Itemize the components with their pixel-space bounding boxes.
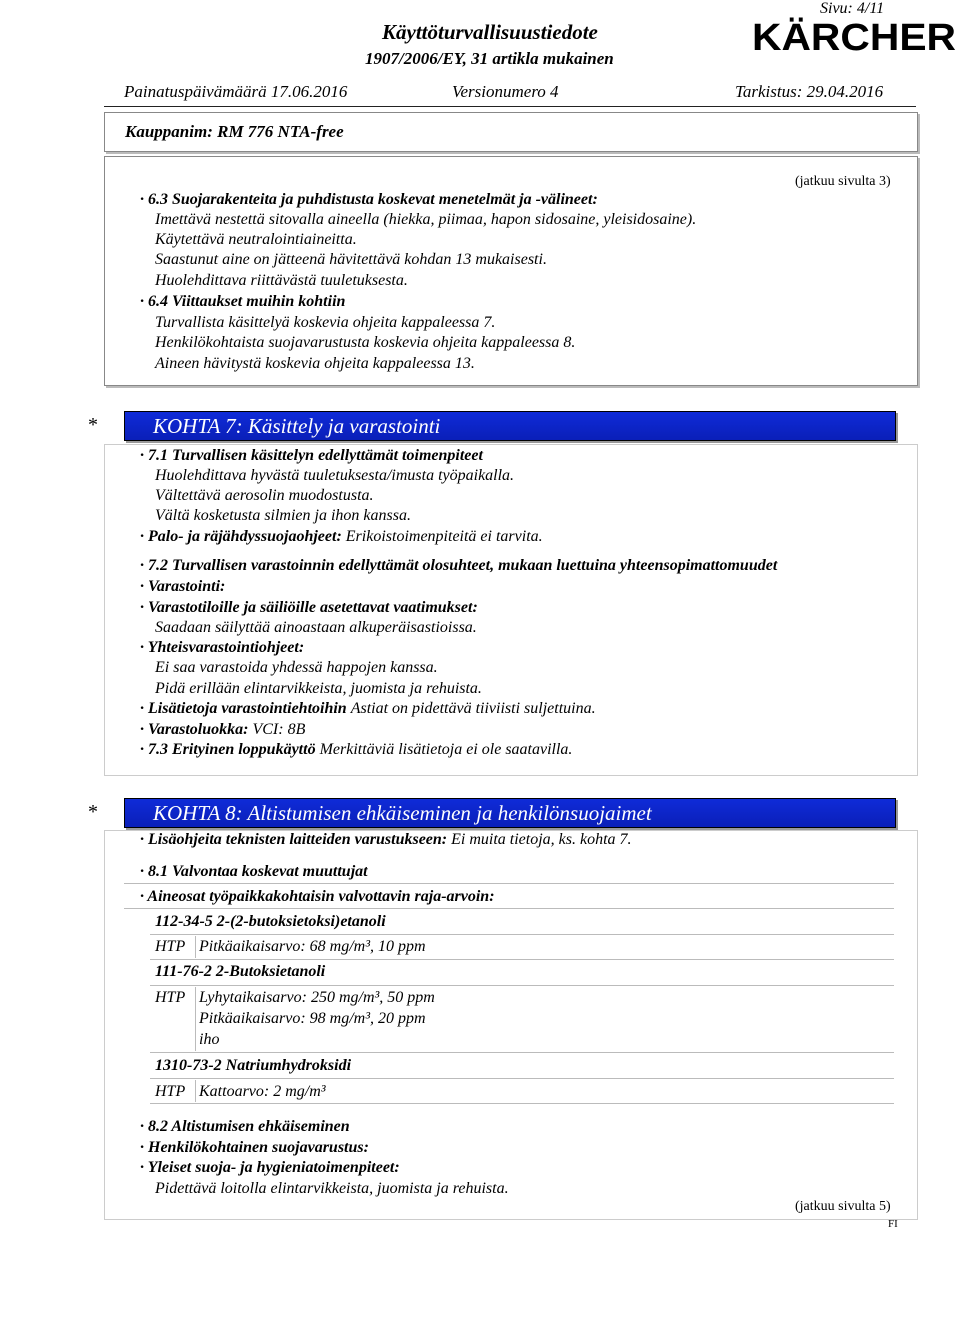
requirements-label: · Varastotiloille ja säiliöille asetettavat vaatimukset:: [140, 599, 478, 616]
divider: [150, 985, 894, 986]
text-6-3-1: Imettävä nestettä sitovalla aineella (hiekka, piimaa, hapon sidosaine, yleisidosaine).: [155, 211, 697, 228]
substance-value: Pitkäaikaisarvo: 98 mg/m³, 20 ppm: [199, 1010, 426, 1027]
divider: [150, 1052, 894, 1053]
equipment-note: [140, 830, 632, 850]
joint-storage-label: · Yhteisvarastointiohjeet:: [140, 639, 305, 656]
text-6-3-2: Käytettävä neutralointiaineitta.: [155, 231, 357, 248]
continued-to: (jatkuu sivulta 5): [795, 1199, 891, 1214]
more-info-text: Astiat on pidettävä tiiviisti suljettuina.: [350, 700, 596, 717]
specific-end-use-label: · 7.3 Erityinen loppukäyttö: [140, 741, 316, 758]
version-number: Versionumero 4: [452, 82, 559, 101]
continued-from: (jatkuu sivulta 3): [795, 174, 891, 189]
substance-code: HTP: [155, 938, 186, 955]
heading-6-4: · 6.4 Viittaukset muihin kohtiin: [140, 293, 346, 310]
requirements-text: Saadaan säilyttää ainoastaan alkuperäisastioissa.: [155, 619, 477, 636]
hygiene-label: · Yleiset suoja- ja hygieniatoimenpiteet:: [140, 1159, 400, 1176]
text-7-1-3: Vältä kosketusta silmien ja ihon kanssa.: [155, 507, 411, 524]
text-7-1-2: Vältettävä aerosolin muodostusta.: [155, 487, 374, 504]
storage-label: · Varastointi:: [140, 578, 226, 595]
column-divider: [195, 1080, 196, 1102]
document-title: Käyttöturvallisuustiedote: [382, 20, 598, 44]
substance-value: iho: [199, 1031, 220, 1048]
language-code: FI: [888, 1218, 898, 1230]
heading-7-1: · 7.1 Turvallisen käsittelyn edellyttämät toimenpiteet: [140, 447, 483, 464]
heading-6-3: · 6.3 Suojarakenteita ja puhdistusta koskevat menetelmät ja -välineet:: [140, 191, 598, 208]
text-6-4-3: Aineen hävitystä koskevia ohjeita kappaleessa 13.: [155, 355, 475, 372]
section7-title: KOHTA 7: Käsittely ja varastointi: [153, 414, 441, 438]
text-6-4-1: Turvallista käsittelyä koskevia ohjeita kappaleessa 7.: [155, 314, 496, 331]
equipment-label: · Lisäohjeita teknisten laitteiden varustukseen:: [140, 831, 448, 848]
divider: [124, 908, 894, 909]
heading-8-1: · 8.1 Valvontaa koskevat muuttujat: [140, 863, 368, 880]
karcher-logo-text: KÄRCHER: [752, 17, 942, 56]
heading-8-2: · 8.2 Altistumisen ehkäiseminen: [140, 1118, 350, 1135]
equipment-text: Ei muita tietoja, ks. kohta 7.: [451, 831, 632, 848]
column-divider: [195, 936, 196, 958]
trade-name: Kauppanim: RM 776 NTA-free: [125, 122, 344, 141]
print-date: Painatuspäivämäärä 17.06.2016: [124, 82, 348, 101]
divider: [150, 934, 894, 935]
storage-class-text: VCI: 8B: [252, 721, 306, 738]
divider: [150, 959, 894, 960]
section8-header-bar: [124, 798, 896, 828]
divider: [150, 1078, 894, 1079]
substance-name: 1310-73-2 Natriumhydroksidi: [155, 1057, 352, 1074]
specific-end-use: [140, 740, 572, 760]
text-7-1-1: Huolehdittava hyvästä tuuletuksesta/imusta työpaikalla.: [155, 467, 515, 484]
column-divider: [195, 987, 196, 1051]
section7-header-bar: [124, 411, 896, 441]
substance-value: Pitkäaikaisarvo: 68 mg/m³, 10 ppm: [199, 938, 426, 955]
more-info: [140, 699, 596, 719]
section8-title: KOHTA 8: Altistumisen ehkäiseminen ja henkilönsuojaimet: [153, 801, 652, 825]
karcher-logo: [752, 16, 958, 56]
substance-name: 112-34-5 2-(2-butoksietoksi)etanoli: [155, 913, 386, 930]
specific-end-use-text: Merkittäviä lisätietoja ei ole saatavilla.: [319, 741, 573, 758]
joint-storage-text-1: Ei saa varastoida yhdessä happojen kanssa.: [155, 659, 438, 676]
fire-protection: [140, 527, 543, 547]
header-rule: [104, 106, 916, 107]
substance-code: HTP: [155, 989, 186, 1006]
fire-label: · Palo- ja räjähdyssuojaohjeet:: [140, 528, 342, 545]
change-marker-8: *: [88, 801, 98, 823]
storage-class-label: · Varastoluokka:: [140, 721, 249, 738]
divider: [150, 1103, 894, 1104]
trade-name-box: [104, 112, 918, 152]
text-6-4-2: Henkilökohtaista suojavarustusta koskevia ohjeita kappaleessa 8.: [155, 334, 576, 351]
text-6-3-3: Saastunut aine on jätteenä hävitettävä kohdan 13 mukaisesti.: [155, 251, 547, 268]
limits-label: · Aineosat työpaikkakohtaisin valvottavin raja-arvoin:: [140, 888, 495, 905]
storage-class: [140, 720, 305, 740]
substance-value: Kattoarvo: 2 mg/m³: [199, 1083, 326, 1100]
ppe-label: · Henkilökohtainen suojavarustus:: [140, 1139, 369, 1156]
joint-storage-text-2: Pidä erillään elintarvikkeista, juomista ja rehuista.: [155, 680, 482, 697]
divider: [124, 883, 894, 884]
text-6-3-4: Huolehdittava riittävästä tuuletuksesta.: [155, 272, 408, 289]
fire-text: Erikoistoimenpiteitä ei tarvita.: [345, 528, 543, 545]
regulation-line: 1907/2006/EY, 31 artikla mukainen: [365, 49, 614, 68]
substance-code: HTP: [155, 1083, 186, 1100]
more-info-label: · Lisätietoja varastointiehtoihin: [140, 700, 347, 717]
page-number: Sivu: 4/11: [820, 0, 885, 17]
substance-value: Lyhytaikaisarvo: 250 mg/m³, 50 ppm: [199, 989, 435, 1006]
heading-7-2: · 7.2 Turvallisen varastoinnin edellyttämät olosuhteet, mukaan luettuina yhteensopimattomuudet: [140, 557, 778, 574]
revision-date: Tarkistus: 29.04.2016: [735, 82, 884, 101]
change-marker-7: *: [88, 414, 98, 436]
substance-name: 111-76-2 2-Butoksietanoli: [155, 963, 326, 980]
hygiene-text: Pidettävä loitolla elintarvikkeista, juomista ja rehuista.: [155, 1180, 509, 1197]
